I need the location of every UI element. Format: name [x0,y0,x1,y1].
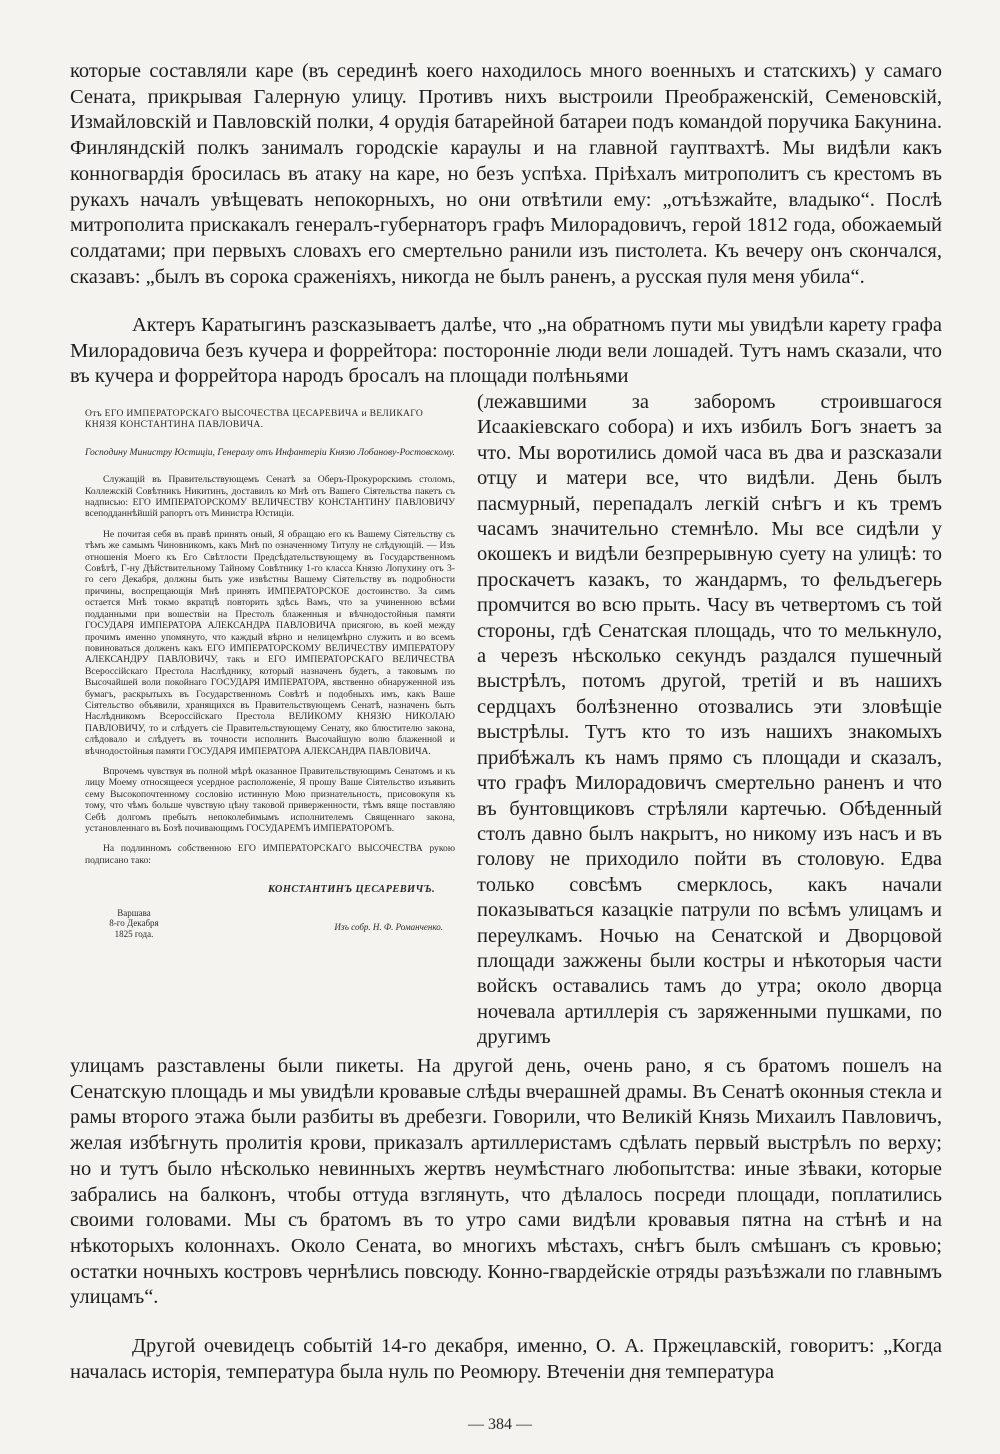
letter-paragraph: Не почитая себя въ правѣ принять оный, Я обращаю его къ Вашему Сіятельству съ тѣмъ же самымъ Чиновникомъ, какъ Мнѣ по означенному Титулу не слѣдующій. — Изъ отношенія Моего къ Его Свѣтлости Предсѣдательствующему въ Государственномъ Совѣтѣ, Г-ну Дѣйствительному Тайному Совѣтнику 1-го класса Князю Лопухину отъ 3-го сего Декабря, должны быть уже извѣстны Вашему Сіятельству въ подробности причины, воспрещающія Мнѣ принять ИМПЕРАТОРСКОЕ достоинство. За симъ остается Мнѣ токмо вкратцѣ повторить здѣсь Вамъ, что за учиненною всѣми подданными при вошествіи на Престолъ блаженныя и вѣчнодостойныя памяти ГОСУДАРЯ ИМПЕРАТОРА АЛЕКСАНДРА ПАВЛОВИЧА присягою, въ коей между прочимъ именно упомянуто, что каждый вѣрно и нелицемѣрно служить и во всемъ повиноваться долженъ какъ ЕГО ИМПЕРАТОРСКОМУ ВЕЛИЧЕСТВУ ИМПЕРАТОРУ АЛЕКСАНДРУ ПАВЛОВИЧУ, такъ и ЕГО ИМПЕРАТОРСКАГО ВЕЛИЧЕСТВА Всероссійскаго Престола Наслѣднику, который назначенъ будетъ, а таковымъ по Высочайшей воли покойнаго ГОСУДАРЯ ИМПЕРАТОРА, явственно обнаруженной изъ бумагъ, раскрытыхъ въ Государственномъ Совѣтѣ и подобныхъ имъ, какъ Ваше Сіятельство объявили, хранящихся въ Правительствующемъ Сенатѣ, назначенъ быть Наслѣдникомъ Всероссійскаго Престола ВЕЛИКОМУ КНЯЗЮ НИКОЛАЮ ПАВЛОВИЧУ, то и слѣдуетъ сіе Правительствующему Сенату, яко блюстителю закона, слѣдовало и слѣдуетъ въ точности исполнить Высочайшую волю блаженной и вѣчнодостойныя памяти ГОСУДАРЯ ИМПЕРАТОРА АЛЕКСАНДРА ПАВЛОВИЧА. [85,528,455,757]
paragraph-right-column: (лежавшими за заборомъ строившагося Исаакіевскаго собора) и ихъ избилъ Богъ знаетъ за что. Мы воротились домой часа въ два и разсказали отцу и матери все, что видѣли. День былъ пасмурный, перепадалъ легкій снѣгъ и къ тремъ часамъ значительно стемнѣло. Мы все сидѣли у окошекъ и видѣли безпрерывную суету на улицѣ: то проскачетъ казакъ, то жандармъ, то фельдъегерь промчится во всю прыть. Часу въ четвертомъ съ той стороны, гдѣ Сенатская площадь, что то мелькнуло, а черезъ нѣсколько секундъ раздался пушечный выстрѣлъ, потомъ другой, третій и въ нашихъ сердцахъ болѣзненно отозвались эти зловѣщіе выстрѣлы. Тутъ кто то изъ нашихъ знакомыхъ прибѣжалъ къ намъ прямо съ площади и сказалъ, что графъ Милорадовичъ смертельно раненъ и что въ бунтовщиковъ стрѣляли картечью. Обѣденный столъ давно былъ накрытъ, но никому изъ насъ и въ голову не приходило пойти въ столовую. Едва только совсѣмъ смерклось, какъ начали показываться казацкіе патрули по всѣмъ улицамъ и переулкамъ. Ночью на Сенатской и Дворцовой площади зажжены были костры и нѣкоторыя части войскъ оставались тамъ до утра; около дворца ночевала артиллерія съ заряженными пушками, по другимъ [477,391,942,1049]
letter-address: Господину Министру Юстиціи, Генералу отъ Инфантеріи Князю Лобанову-Ростовскому. [85,446,455,458]
letter-footer [85,908,455,940]
paragraph-karatygin: Актеръ Каратыгинъ разсказываетъ далѣе, что „на обратномъ пути мы увидѣли карету графа Милорадовича безъ кучера и форрейтора: посторонніе люди вели лошадей. Тутъ намъ сказали, что въ кучера и форрейтора народъ бросалъ на площади полѣньями [70,314,942,388]
letter-signature: КОНСТАНТИНЪ ЦЕСАРЕВИЧЪ. [267,884,435,896]
letter-place-date: Варшава 8-го Декабря 1825 года. [109,907,159,939]
letter-paragraph: На подлинномъ собственною ЕГО ИМПЕРАТОРСКАГО ВЫСОЧЕСТВА рукою подписано тако: [85,843,455,866]
paragraph-next-day: улицамъ разставлены были пикеты. На другой день, очень рано, я съ братомъ пошелъ на Сенатскую площадь и мы увидѣли кровавые слѣды вчерашней драмы. Въ Сенатѣ оконныя стекла и рамы второго этажа были разбиты въ дребезги. Говорили, что Великій Князь Михаилъ Павловичъ, желая избѣгнуть пролитія крови, приказалъ артиллеристамъ сдѣлать первый выстрѣлъ по верху; но и тутъ было нѣсколько невинныхъ жертвъ неумѣстнаго любопытства: иные зѣваки, которые забрались на балконъ, чтобы оттуда взглянуть, что дѣлалось посреди площади, поплатились своими головами. Мы съ братомъ въ то утро сами видѣли кровавыя пятна на стѣнѣ и на нѣкоторыхъ колоннахъ. Около Сената, во многихъ мѣстахъ, снѣгъ былъ смѣшанъ съ кровью; остатки ночныхъ костровъ чернѣлись повсюду. Конно-гвардейскіе отряды разъѣзжали по главнымъ улицамъ“. [70,1055,942,1309]
letter-source: Изъ собр. Н. Ф. Романченко. [334,921,443,932]
paragraph-przhetslavsky: Другой очевидецъ событій 14-го декабря, именно, О. А. Пржецлавскій, говоритъ: „Когда началась исторія, температура была нуль по Реомюру. Втеченіи дня температура [70,1335,942,1383]
paragraph-carre: которые составляли каре (въ серединѣ коего находилось много военныхъ и статскихъ) у самаго Сената, прикрывая Галерную улицу. Противъ нихъ выстроили Преображенскій, Семеновскій, Измайловскій и Павловскій полки, 4 орудія батарейной батареи подъ командой поручика Бакунина. Финляндскій полкъ занималъ городскіе караулы и на главной гауптвахтѣ. Мы видѣли какъ конногвардія бросилась въ атаку на каре, но безъ успѣха. Пріѣхалъ митрополитъ съ крестомъ въ рукахъ началъ увѣщевать непокорныхъ, но они отвѣтили ему: „отъѣзжайте, владыко“. Послѣ митрополита прискакалъ генералъ-губернаторъ графъ Милорадовичъ, герой 1812 года, обожаемый солдатами; при первыхъ словахъ его смертельно ранили изъ пистолета. Къ вечеру онъ скончался, сказавъ: „былъ въ сорока сраженіяхъ, никогда не былъ раненъ, а русская пуля меня убила“. [70,60,942,288]
letter-paragraph: Впрочемъ чувствуя въ полной мѣрѣ оказанное Правительствующимъ Сенатомъ и къ лицу Моему относящееся усердное расположеніе, Я прошу Ваше Сіятельство изъявить сему Высокопочтенному сословію истинную Мою признательность, присовокупя къ тому, что чѣмъ больше чувствую цѣну таковой приверженности, тѣмъ вяще поставляю Себѣ долгомъ пребыть непоколебимымъ исполнителемъ Священнаго закона, установленнаго въ Бозѣ почивающимъ ГОСУДАРЕМЪ ИМПЕРАТОРОМЪ. [85,765,455,834]
page-number: — 384 — [468,1416,532,1433]
constantine-letter-inset [85,408,455,939]
letter-title: Отъ ЕГО ИМПЕРАТОРСКАГО ВЫСОЧЕСТВА ЦЕСАРЕВИЧА и ВЕЛИКАГО КНЯЗЯ КОНСТАНТИНА ПАВЛОВИЧА. [85,408,424,431]
letter-paragraph: Служащій въ Правительствующемъ Сенатѣ за Оберъ-Прокурорскимъ столомъ, Коллежскій Совѣтникъ Никитинъ, доставилъ ко Мнѣ отъ Вашего Сіятельства пакетъ съ надписью: ЕГО ИМПЕРАТОРСКОМУ ВЕЛИЧЕСТВУ КОНСТАНТИНУ ПАВЛОВИЧУ всеподданнѣйшій рапортъ отъ Министра Юстиціи. [85,474,455,520]
